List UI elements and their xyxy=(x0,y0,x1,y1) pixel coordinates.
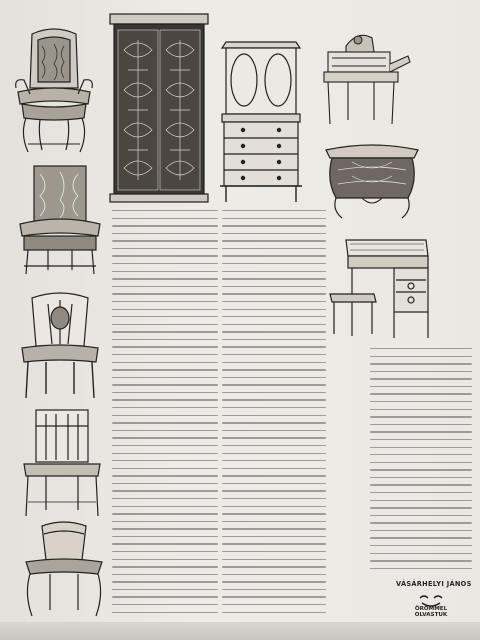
badge-line-1: ÖRÖMMEL xyxy=(414,606,448,612)
commode-illustration xyxy=(322,140,422,222)
inlaid-cabinet-illustration xyxy=(104,10,214,206)
writing-desk-illustration xyxy=(318,28,414,128)
neoclassic-chair-illustration xyxy=(14,290,106,402)
column-2-text xyxy=(222,210,326,614)
glazed-bookcase-illustration xyxy=(218,38,304,206)
smiley-icon xyxy=(418,593,444,607)
upholstered-chair-illustration xyxy=(12,162,108,280)
author-signature: VÁSÁRHELYI JÁNOS xyxy=(396,580,472,588)
reading-badge xyxy=(404,606,458,619)
biedermeier-chair-illustration xyxy=(18,520,110,620)
piano-table-illustration xyxy=(328,234,432,344)
baroque-armchair-illustration xyxy=(8,26,100,158)
column-3-text xyxy=(370,348,472,574)
column-1-text xyxy=(112,210,218,614)
slatback-chair-illustration xyxy=(16,406,108,520)
page-bottom-edge xyxy=(0,622,480,640)
badge-line-2: OLVASTUK xyxy=(414,612,448,619)
